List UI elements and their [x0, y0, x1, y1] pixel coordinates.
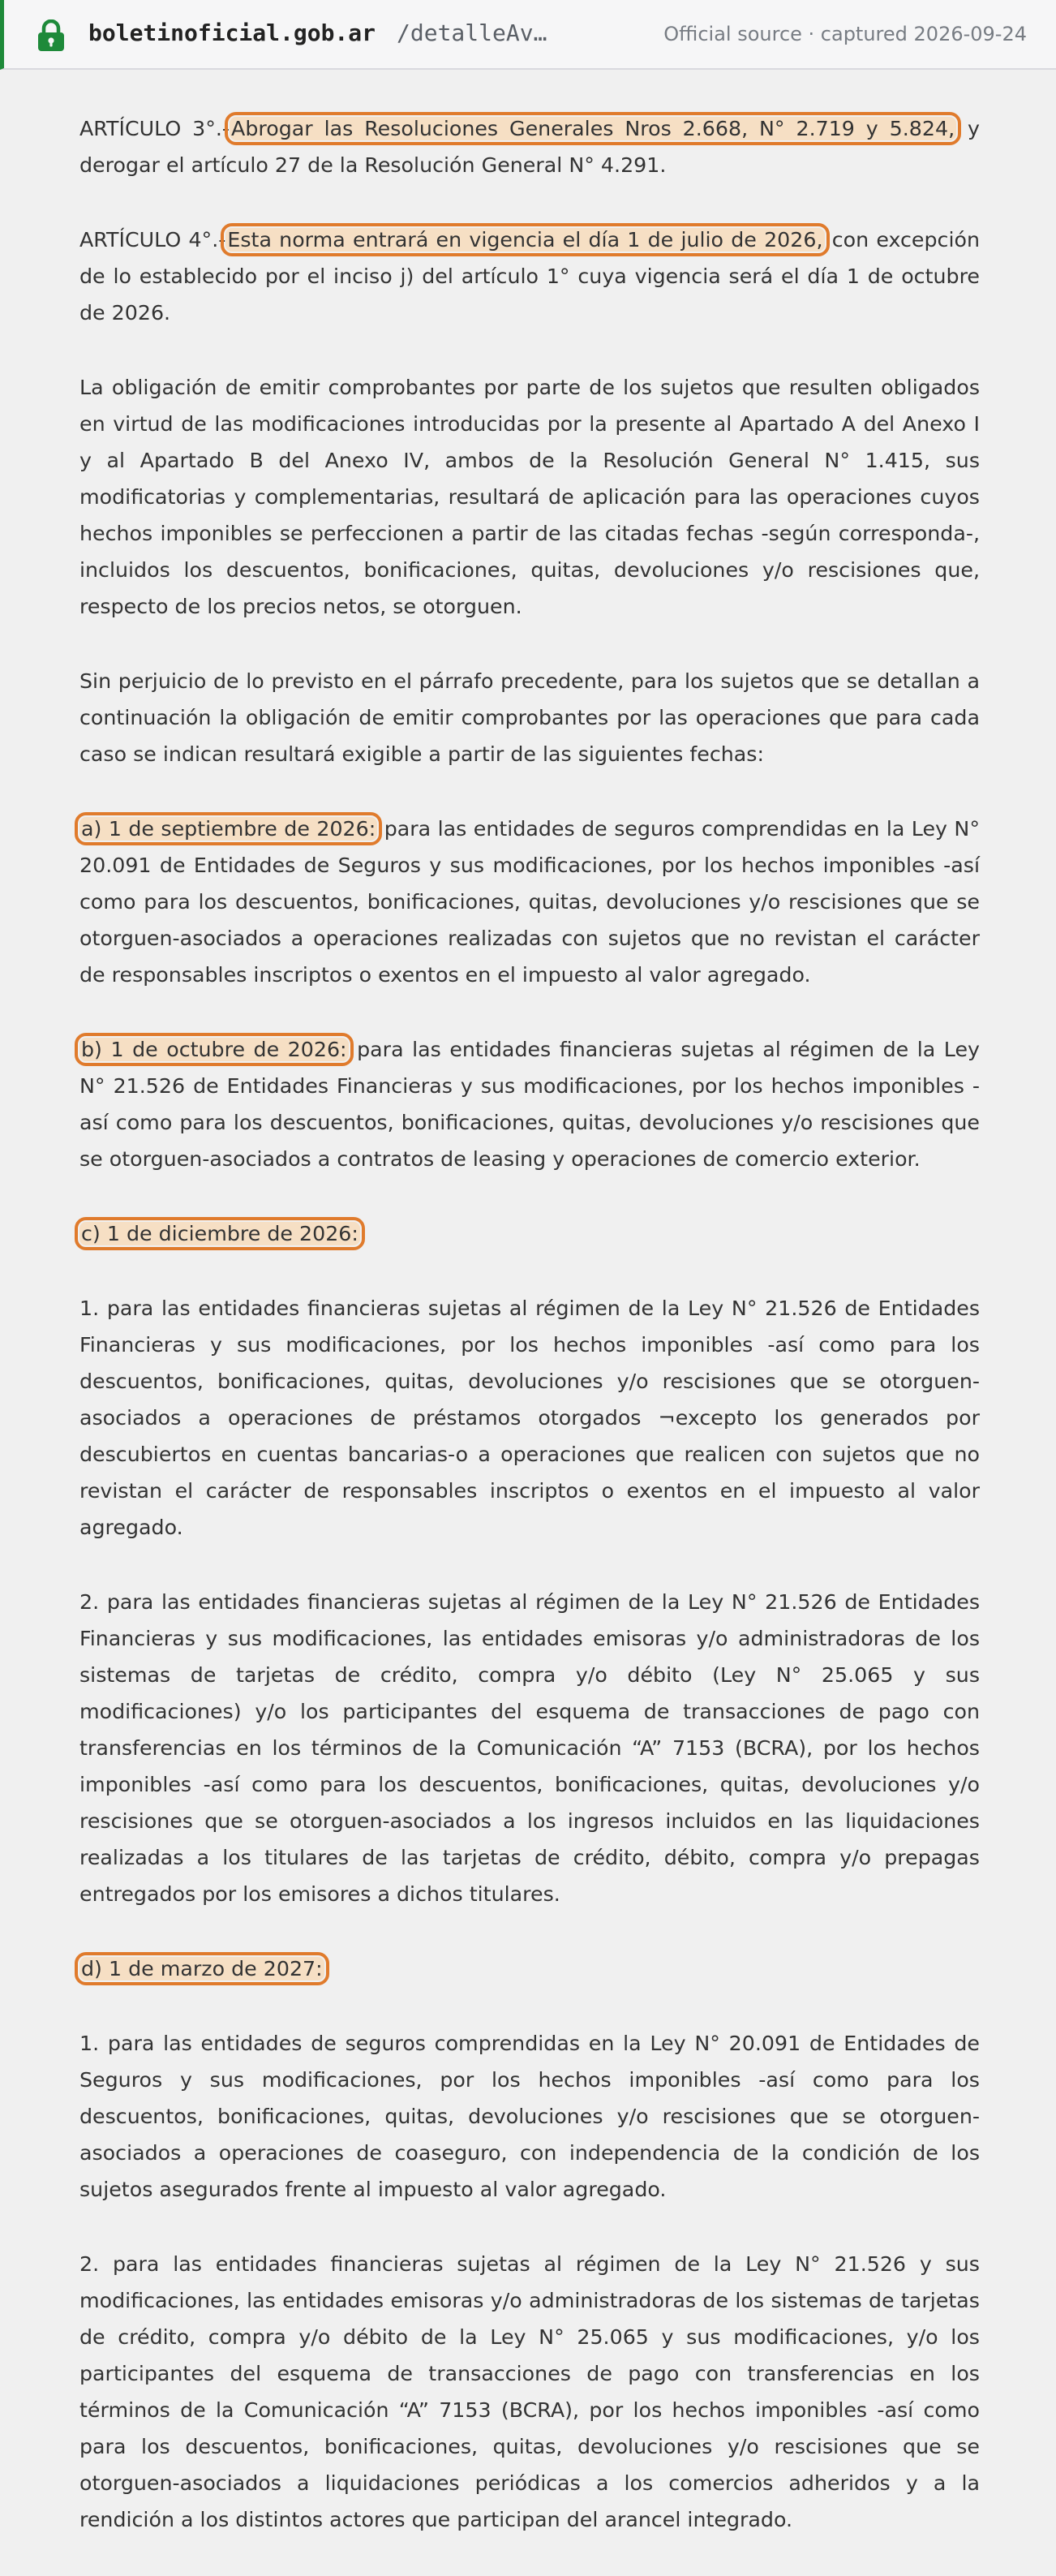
paragraph-obligacion: La obligación de emitir comprobantes por parte de los sujetos que resulten obligados en virtud de las modificaciones introducidas por la presente al Apartado A del Anexo I y al Apartado B del Anexo IV, ambos de la Resolución General N° 1.415, sus modificatorias y complementarias, resultará de aplicación para las operaciones cuyos hechos imponibles se perfeccionen a partir de las citadas fechas -según corresponda-, incluidos los descuentos, bonificaciones, quitas, devoluciones y/o rescisiones que, respecto de los precios netos, se otorguen.	[79, 376, 980, 618]
highlight-item-c: c) 1 de diciembre de 2026:	[81, 1222, 358, 1245]
item-a-text: para las entidades de seguros comprendidas en la Ley N° 20.091 de Entidades de Seguros y sus modificaciones, por los hechos imponibles -así como para los descuentos, bonificaciones, quitas, devoluciones y/o rescisiones que se otorguen-asociados a operaciones realizadas con sujetos que no revistan el carácter de responsables inscriptos o exentos en el impuesto al valor agregado.	[79, 817, 980, 987]
article-3-prefix: ARTÍCULO 3°.-	[79, 117, 230, 140]
browser-address-bar	[0, 0, 1056, 70]
item-b	[79, 1031, 980, 1177]
paragraph-perjuicio: Sin perjuicio de lo previsto en el párrafo precedente, para los sujetos que se detallan a continuación la obligación de emitir comprobantes por las operaciones que para cada caso se indican resultará exigible a partir de las siguientes fechas:	[79, 669, 980, 766]
item-a	[79, 811, 980, 993]
highlight-item-a: a) 1 de septiembre de 2026:	[81, 817, 376, 841]
highlight-article-3: Abrogar las Resoluciones Generales Nros 2.668, N° 2.719 y 5.824,	[231, 117, 955, 140]
item-d-2: 2. para las entidades financieras sujetas al régimen de la Ley N° 21.526 y sus modificaciones, las entidades emisoras y/o administradoras de los sistemas de tarjetas de crédito, compra y/o débito de la Ley N° 25.065 y sus modificaciones, y/o los participantes del esquema de transacciones de pago con transferencias en los términos de la Comunicación “A” 7153 (BCRA), por los hechos imponibles -así como para los descuentos, bonificaciones, quitas, devoluciones y/o rescisiones que se otorguen-asociados a liquidaciones periódicas a los comercios adheridos y a la rendición a los distintos actores que participan del arancel integrado.	[79, 2252, 980, 2531]
article-3	[79, 110, 980, 183]
document-body	[79, 110, 980, 2576]
item-b-text: para las entidades financieras sujetas al régimen de la Ley N° 21.526 de Entidades Financieras y sus modificaciones, por los hechos imponibles -así como para los descuentos, bonificaciones, quitas, devoluciones y/o rescisiones que se otorguen-asociados a contratos de leasing y operaciones de comercio exterior.	[79, 1038, 980, 1171]
item-d	[79, 1950, 980, 1987]
item-c	[79, 1215, 980, 1252]
article-4-text: con excepción de lo establecido por el inciso j) del artículo 1° cuya vigencia será el día 1 de octubre de 2026.	[79, 228, 980, 325]
source-note: Official source · captured 2026-09-24	[663, 23, 1027, 45]
item-d-1: 1. para las entidades de seguros comprendidas en la Ley N° 20.091 de Entidades de Seguros y sus modificaciones, por los hechos imponibles -así como para los descuentos, bonificaciones, quitas, devoluciones y/o rescisiones que se otorguen-asociados a operaciones de coaseguro, con independencia de la condición de los sujetos asegurados frente al impuesto al valor agregado.	[79, 2032, 980, 2201]
highlight-item-d: d) 1 de marzo de 2027:	[81, 1957, 323, 1980]
article-4	[79, 221, 980, 331]
article-3-text: y derogar el artículo 27 de la Resolución General N° 4.291.	[79, 117, 980, 177]
highlight-article-4: Esta norma entrará en vigencia el día 1 de julio de 2026,	[227, 228, 823, 252]
url-path[interactable]: /detalleAv…	[397, 19, 547, 46]
article-4-prefix: ARTÍCULO 4°.-	[79, 228, 226, 252]
item-c-1: 1. para las entidades financieras sujetas al régimen de la Ley N° 21.526 de Entidades Financieras y sus modificaciones, por los hechos imponibles -así como para los descuentos, bonificaciones, quitas, devoluciones y/o rescisiones que se otorguen-asociados a operaciones de préstamos otorgados ¬excepto los generados por descubiertos en cuentas bancarias-o a operaciones que realicen con sujetos que no revistan el carácter de responsables inscriptos o exentos en el impuesto al valor agregado.	[79, 1297, 980, 1539]
item-c-2: 2. para las entidades financieras sujetas al régimen de la Ley N° 21.526 de Entidades Financieras y sus modificaciones, las entidades emisoras y/o administradoras de los sistemas de tarjetas de crédito, compra y/o débito (Ley N° 25.065 y sus modificaciones) y/o los participantes del esquema de transacciones de pago con transferencias en los términos de la Comunicación “A” 7153 (BCRA), por los hechos imponibles -así como para los descuentos, bonificaciones, quitas, devoluciones y/o rescisiones que se otorguen-asociados a los ingresos incluidos en las liquidaciones realizadas a los titulares de las tarjetas de crédito, débito, compra y/o prepagas entregados por los emisores a dichos titulares.	[79, 1590, 980, 1906]
lock-icon	[36, 19, 66, 52]
url-host[interactable]: boletinoficial.gob.ar	[88, 19, 376, 46]
highlight-item-b: b) 1 de octubre de 2026:	[81, 1038, 347, 1061]
